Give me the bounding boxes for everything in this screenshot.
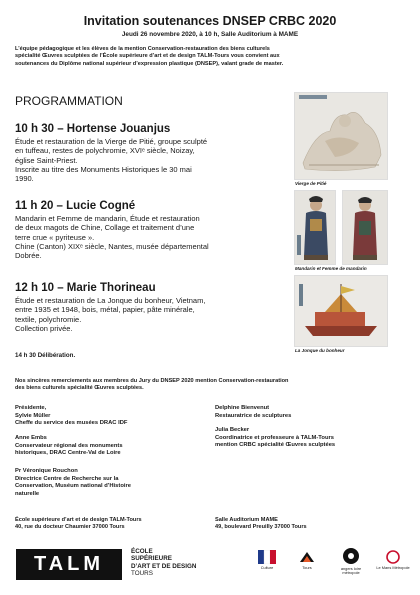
session-description bbox=[15, 296, 287, 333]
session-line: Mandarin et Femme de mandarin, Étude et restauration bbox=[15, 214, 200, 223]
culture-logo bbox=[254, 550, 280, 570]
deliberation-time: 14 h 30 Délibération. bbox=[15, 352, 76, 359]
culture-logo-label: Culture bbox=[260, 564, 274, 570]
angers-mark-icon bbox=[342, 547, 360, 565]
session-2 bbox=[15, 200, 287, 260]
session-title: 10 h 30 – Hortense Jouanjus bbox=[15, 123, 171, 135]
thanks-paragraph bbox=[15, 378, 407, 393]
thanks-line: des biens culturels spécialité Œuvres sculptées. bbox=[15, 385, 144, 392]
intro-line: soutenances du Diplôme national supérieur d’expression plastique (DNSEP), valant grade de master. bbox=[15, 60, 284, 67]
intro-line: spécialité Œuvres sculptées de l’École supérieure d’art et de design TALM-Tours vous convient aux bbox=[15, 53, 280, 60]
ecole-logo bbox=[131, 548, 196, 578]
mandarin-photo bbox=[294, 190, 336, 265]
event-date-location: Jeudi 26 novembre 2020, à 10 h, Salle Auditorium à MAME bbox=[121, 31, 299, 38]
ecole-logo-line: ÉCOLE bbox=[131, 548, 153, 555]
jury-line: Julia Becker bbox=[215, 427, 250, 433]
le-mans-logo bbox=[376, 550, 410, 570]
session-line: textile, polychromie. bbox=[15, 314, 82, 324]
jury-line: Delphine Bienvenut bbox=[215, 405, 270, 411]
invitation-title: Invitation soutenances DNSEP CRBC 2020 bbox=[83, 14, 337, 28]
le-mans-logo-label: Le Mans Métropole bbox=[376, 564, 410, 570]
thanks-line: Nos sincères remerciements aux membres du Jury du DNSEP 2020 mention Conservation-restauration bbox=[15, 378, 289, 384]
session-1 bbox=[15, 123, 287, 183]
session-line: Inscrite au titre des Monuments Historiques le 30 mai bbox=[15, 164, 192, 174]
angers-logo bbox=[336, 547, 366, 576]
session-line: Collection privée. bbox=[15, 323, 73, 333]
jury-line: Pr Véronique Rouchon bbox=[15, 468, 78, 474]
femme-de-mandarin-photo bbox=[342, 190, 388, 265]
tours-logo-label: Tours bbox=[302, 564, 312, 570]
session-line: Étude et restauration de La Jonque du bonheur, Vietnam, bbox=[15, 296, 206, 305]
le-mans-mark-icon bbox=[384, 550, 402, 564]
session-description bbox=[15, 214, 287, 260]
jonque-du-bonheur-photo bbox=[294, 275, 388, 347]
session-line: Dobrée. bbox=[15, 251, 42, 261]
ecole-logo-city: TOURS bbox=[131, 570, 153, 578]
session-title: 12 h 10 – Marie Thorineau bbox=[15, 282, 156, 294]
jury-member-bienvenut bbox=[215, 405, 405, 420]
ecole-logo-line: D’ART ET DE DESIGN bbox=[131, 562, 197, 570]
session-line: entre 1935 et 1948, bois, métal, papier, pâte minérale, bbox=[15, 305, 195, 315]
jury-member-president bbox=[15, 405, 205, 428]
programme-heading: PROGRAMMATION bbox=[15, 94, 123, 108]
jury-line: Anne Embs bbox=[15, 435, 47, 441]
jury-line: Restauratrice de sculptures bbox=[215, 412, 292, 419]
session-line: de deux magots de Chine, Collage et traitement d’une bbox=[15, 223, 195, 233]
jury-line: Conservateur régional des monuments bbox=[15, 442, 123, 449]
session-description bbox=[15, 137, 287, 183]
jury-line: historiques, DRAC Centre-Val de Loire bbox=[15, 450, 121, 456]
angers-logo-label: angers loire métropole bbox=[340, 565, 362, 576]
session-line: Étude et restauration de la Vierge de Pitié, groupe sculpté bbox=[15, 137, 208, 146]
jury-line: mention CRBC spécialité Œuvres sculptées bbox=[215, 442, 336, 448]
session-title: 11 h 20 – Lucie Cogné bbox=[15, 200, 136, 212]
session-line: église Saint-Priest. bbox=[15, 155, 78, 165]
vierge-de-pitie-photo bbox=[294, 92, 388, 180]
tours-logo bbox=[294, 550, 320, 570]
jury-line: Présidente, bbox=[15, 405, 47, 411]
venue-name: Salle Auditorium MAME bbox=[215, 517, 278, 523]
tours-mark-icon bbox=[298, 550, 316, 564]
school-address: 40, rue du docteur Chaumier 37000 Tours bbox=[15, 524, 125, 531]
venue-address: 49, boulevard Preuilly 37000 Tours bbox=[215, 524, 307, 531]
caption-mandarins: Mandarin et Femme de mandarin bbox=[295, 266, 367, 271]
jury-line: Cheffe du service des musées DRAC IDF bbox=[15, 420, 128, 426]
ecole-logo-line: SUPÉRIEURE bbox=[131, 555, 172, 563]
jury-line: Coordinatrice et professeure à TALM-Tours bbox=[215, 434, 334, 441]
session-line: Chine (Canton) XIXᵉ siècle, Nantes, musée départemental bbox=[15, 241, 209, 251]
jury-line: Sylvie Müller bbox=[15, 412, 51, 419]
venue-address-block bbox=[215, 517, 410, 532]
jury-member-embs bbox=[15, 435, 205, 458]
jury-line: Conservation, Muséum national d’Histoire bbox=[15, 483, 131, 489]
culture-mark-icon bbox=[258, 550, 276, 564]
talm-logo: TALM bbox=[16, 549, 122, 580]
school-address-block bbox=[15, 517, 210, 532]
intro-line: L’équipe pédagogique et les élèves de la mention Conservation-restauration des biens culturels bbox=[15, 46, 270, 52]
intro-paragraph bbox=[15, 46, 407, 68]
caption-vierge: Vierge de Pitié bbox=[295, 181, 327, 186]
jury-line: Directrice Centre de Recherche sur la bbox=[15, 475, 119, 482]
caption-jonque: La Jonque du bonheur bbox=[295, 348, 345, 353]
session-3 bbox=[15, 282, 287, 333]
jury-line: naturelle bbox=[15, 490, 40, 497]
jury-member-rouchon bbox=[15, 468, 205, 498]
session-line: en tuffeau, restes de polychromie, XVIᵉ siècle, Noizay, bbox=[15, 146, 195, 156]
session-line: 1990. bbox=[15, 174, 34, 184]
session-line: terre crue « pyriteuse ». bbox=[15, 232, 95, 242]
school-name: École supérieure d’art et de design TALM-Tours bbox=[15, 517, 142, 523]
jury-member-becker bbox=[215, 427, 405, 450]
